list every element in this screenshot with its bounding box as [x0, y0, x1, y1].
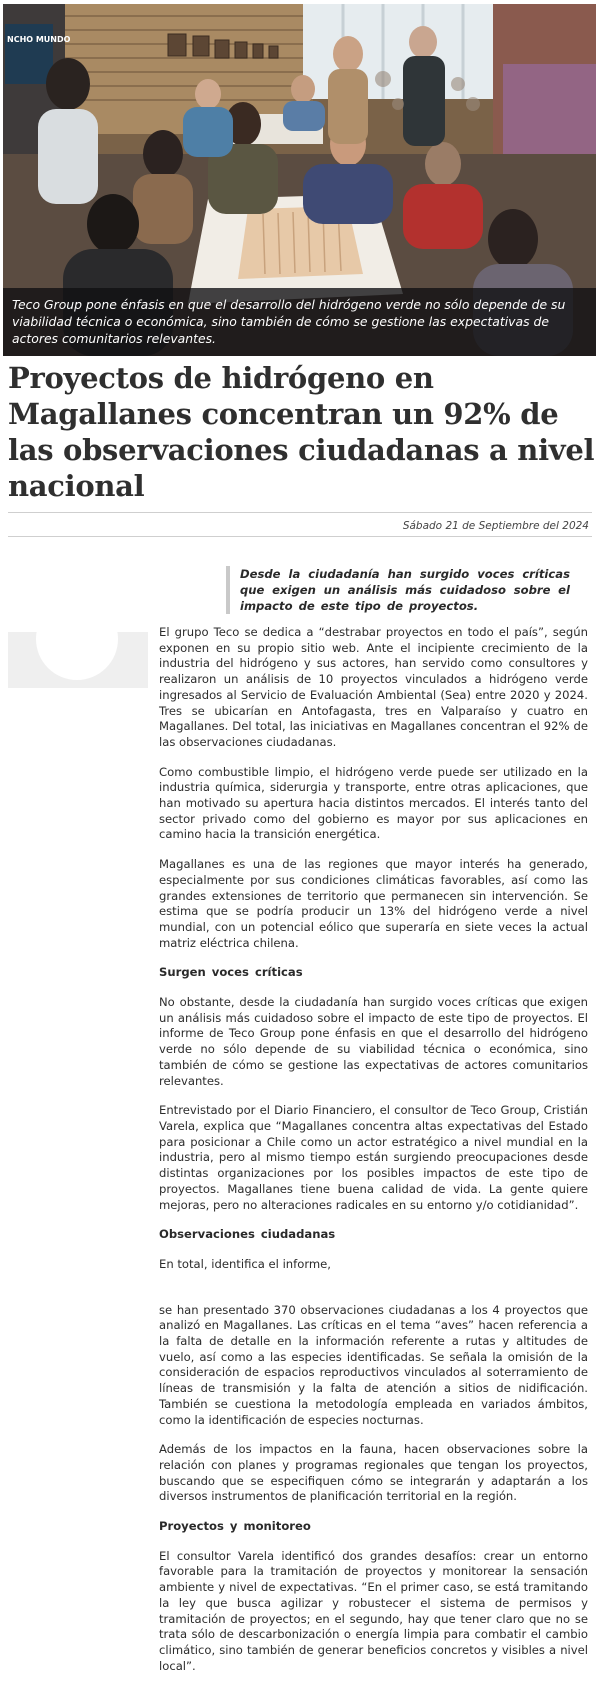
photo-caption-bar [3, 288, 596, 356]
body-paragraph: Además de los impactos en la fauna, hacen observaciones sobre la relación con planes y programas regionales que tengan los proyectos, buscando que se especifiquen cómo se integrarán y adaptarán a los diversos instrumentos de planificación territorial en la región. [159, 1442, 588, 1504]
body-paragraph: No obstante, desde la ciudadanía han surgido voces críticas que exigen un análisis más cuidadoso sobre el impacto de este tipo de proyectos. El informe de Teco Group pone énfasis en que el desarrollo del hidrógeno verde no sólo depende de su viabilidad técnica o económica, sino también de cómo se gestione las expectativas de actores comunitarios relevantes. [159, 995, 588, 1088]
body-paragraph: El grupo Teco se dedica a “destrabar proyectos en todo el país”, según exponen en su propio sitio web. Ante el incipiente crecimiento de la industria del hidrógeno y sus actores, han servido como consultores y realizaron un análisis de 10 proyectos vinculados a hidrógeno verde ingresados al Servicio de Evaluación Ambiental (Sea) entre 2020 y 2024. Tres se ubicarían en Antofagasta, tres en Valparaíso y cuatro en Magallanes. Del total, las iniciativas en Magallanes concentran el 92% de las observaciones ciudadanas. [159, 625, 588, 749]
body-paragraph: Como combustible limpio, el hidrógeno verde puede ser utilizado en la industria química, siderurgia y transporte, entre otras aplicaciones, que han motivado su apertura hacia distintos mercados. El interés tanto del sector privado como del gobierno es mayor por sus aplicaciones en camino hacia la transición energética. [159, 764, 588, 842]
pull-quote-text: Desde la ciudadanía han surgido voces críticas que exigen un análisis más cuidadoso sobre el impacto de este tipo de proyectos. [240, 567, 570, 613]
body-paragraph: En total, identifica el informe, [159, 1256, 331, 1271]
body-paragraph: El consultor Varela identificó dos grandes desafíos: crear un entorno favorable para la tramitación de proyectos y monitorear la sensación ambiente y nivel de expectativas. “En el primer caso, se está tramitando la ley que busca agilizar y robustecer el sistema de permisos y tramitación de proyectos; en el segundo, hay que tener claro que no se trata sólo de descarbonización o energía limpia para combatir el cambio climático, sino también de generar beneficios concretos y visibles a nivel local”. [159, 1548, 588, 1673]
subheading-observaciones: Observaciones ciudadanas [159, 1227, 336, 1242]
body-paragraph: se han presentado 370 observaciones ciudadanas a los 4 proyectos que analizó en Magallanes. Las críticas en el tema “aves” hacen referencia a la falta de detalle en la información referente a rutas y altitudes de vuelo, así como a las especies identificadas. Se señala la omisión de la consideración de espacios reproductivos vinculados al soterramiento de líneas de transmisión y la falta de atención a sitios de nidificación. También se cuestiona la metodología empleada en variados ámbitos, como la identificación de especies nocturnas. [159, 1302, 588, 1427]
date-divider [8, 536, 592, 537]
body-paragraph: Magallanes es una de las regiones que mayor interés ha generado, especialmente por sus condiciones climáticas favorables, así como las grandes extensiones de territorio que permanecen sin intervención. Se estima que se podría producir un 13% del hidrógeno verde a nivel mundial, con un potencial eólico que superaría en siete veces la actual matriz eléctrica chilena. [159, 857, 588, 950]
pull-quote [226, 566, 570, 614]
banner-text: NCHO MUNDO [7, 35, 71, 44]
body-paragraph: Entrevistado por el Diario Financiero, el consultor de Teco Group, Cristián Varela, explica que “Magallanes concentra altas expectativas del Estado para posicionar a Chile como un actor estratégico a nivel mundial en la industria, pero al mismo tiempo están surgiendo preocupaciones desde distintas organizaciones por los posibles impactos de este tipo de proyectos. Magallanes tiene buena calidad de vida. La gente quiere mejoras, pero no alteraciones radicales en su entorno y/o cotidianidad”. [159, 1103, 588, 1212]
quote-mark-icon [8, 632, 148, 688]
title-divider [8, 512, 592, 513]
subheading-proyectos-monitoreo: Proyectos y monitoreo [159, 1519, 311, 1534]
photo-caption: Teco Group pone énfasis en que el desarrollo del hidrógeno verde no sólo depende de su viabilidad técnica o económica, sino también de cómo se gestione las expectativas de actores comunitarios relevantes. [12, 297, 566, 346]
article-date: Sábado 21 de Septiembre del 2024 [402, 520, 589, 532]
article-title: Proyectos de hidrógeno en Magallanes concentran un 92% de las observaciones ciudadanas a nivel nacional [8, 361, 595, 503]
article-body [159, 625, 588, 1688]
subheading-voces-criticas: Surgen voces críticas [159, 965, 303, 980]
hero-photo [3, 4, 596, 356]
